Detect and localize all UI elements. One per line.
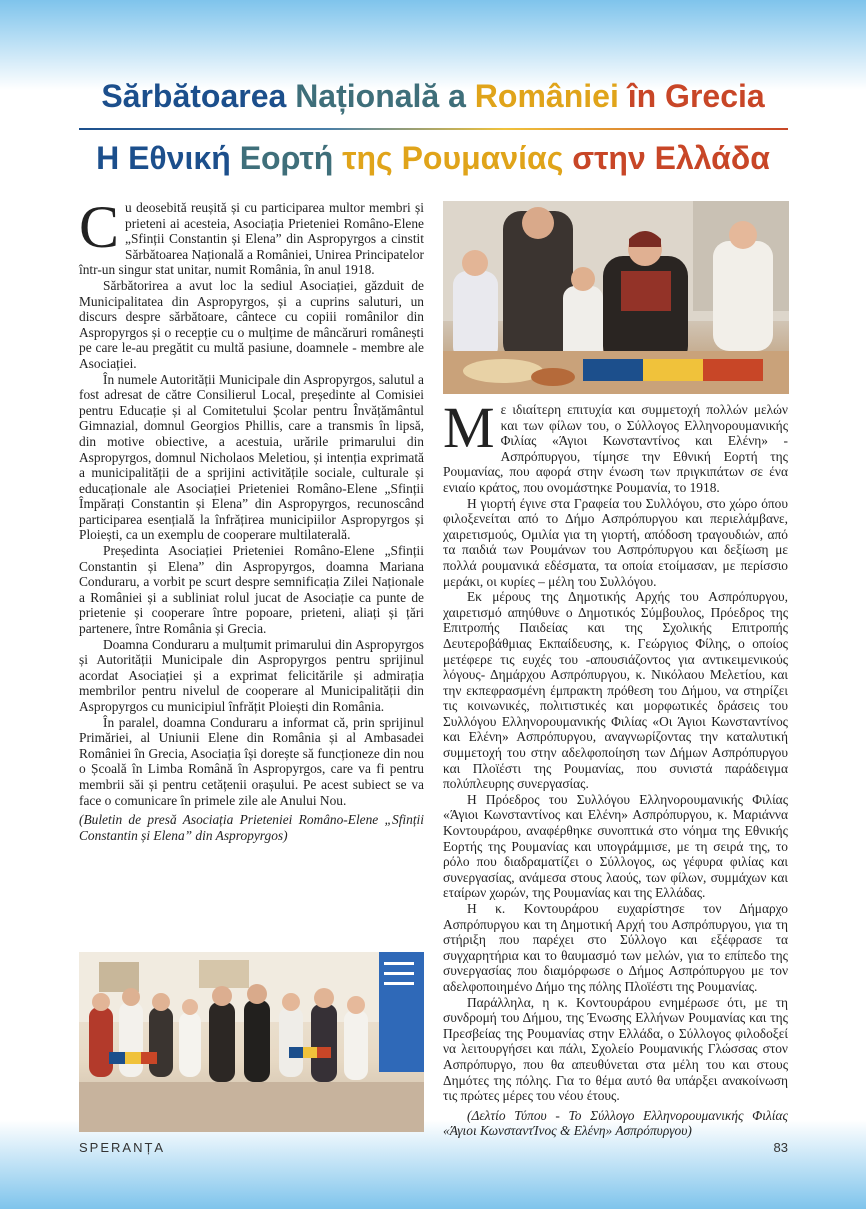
el-drop-cap: Μ — [443, 395, 495, 460]
top-gradient-band — [0, 0, 866, 90]
title-ro-word: a — [448, 78, 466, 114]
title-el-word: Ρουμανίας — [401, 140, 564, 176]
greek-article — [443, 395, 788, 1139]
ro-paragraph-5: Doamna Conduraru a mulțumit primarului din Aspropyrgos și Autorității Municipale din Aspropyrgos pentru sprijinul acordat Asociației și a exprimat felicitările și admirația membrilor pentru nivelul de cooperare al Municipalității din Aspropyrgos cu municipiul înfrățit Ploiești din România. — [79, 636, 424, 714]
title-greek — [0, 140, 866, 177]
title-romanian — [0, 78, 866, 115]
photo-cake-cutting — [443, 201, 789, 394]
el-paragraph-4: Η Πρόεδρος του Συλλόγου Ελληνορουμανικής Φιλίας «Άγιοι Κωνσταντίνος και Ελένη» Ασπρόπυργου, κ. Μαριάννα Κοντουράρου, αναφέρθηκε συνοπτικά στο νόημα της Εθνικής Εορτής της Ρουμανίας και υπογράμμισε, με τη σειρά της, το ρόλο που διαδραματίζει ο Σύλλογος, ως γέφυρα φιλίας και συνεργασίας, ανάμεσα στους λαούς, των φίλων, συμμάχων και εταίρων χωρών, της Ρουμανίας και της Ελλάδας. — [443, 791, 788, 901]
ro-paragraph-4: Președinta Asociației Prieteniei Româno-Elene „Sfinții Constantin și Elena” din Aspropyrgos, doamna Mariana Conduraru, a vorbit pe scurt despre semnificația Zilei Naționale a României și a subliniat rolul jucat de Asociație ca punte de prietenie și cooperare între popoare, prieteni, aliați și țări partenere, între România și Grecia. — [79, 543, 424, 637]
el-paragraph-3: Εκ μέρους της Δημοτικής Αρχής του Ασπρόπυργου, χαιρετισμό απηύθυνε ο Δημοτικός Σύμβουλος, Πρόεδρος της Επιτροπής Παιδείας και της Σχολικής Επιτροπής Δευτεροβάθμιας Εκπαίδευσης, κ. Γεώργιος Φίλης, ο οποίος μετέφερε τις ευχές του -απουσιάζοντος για αντικειμενικούς λόγους- Δημάρχου Ασπρόπυργου, κ. Νικόλαου Μελετίου, και την εκπεφρασμένη έμπρακτη πρόθεση του Δήμου, να στηρίζει τις κοινωνικές, πολιτιστικές και μορφωτικές δράσεις του Συλλόγου Ελληνορουμανικής Φιλίας «Οι Άγιοι Κωνσταντίνος και Ελένη» Ασπρόπυργου, αναγνωρίζοντας την καταλυτική συμμετοχή του στην αδελφοποίηση των Δήμων Ασπρόπυργου και Πλοϊέστι της Ρουμανίας, που συνιστά παράδειγμα πολύπλευρης συνεργασίας. — [443, 589, 788, 792]
el-paragraph-6: Παράλληλα, η κ. Κοντουράρου ενημέρωσε ότι, με τη συνδρομή του Δήμου, της Ένωσης Ελλήνων Ρουμανίας και της Πρεσβείας της Ρουμανίας στην Ελλάδα, ο Σύλλογος φιλοδοξεί να λειτουργήσει και πάλι, Σχολείο Ρουμανικής Γλώσσας στον Ασπρόπυργο, που θα απευθύνεται στα μέλη του και στους Δημότες της πόλης. Για το θέμα αυτό θα υπάρξει ανακοίνωση τις πρώτες μέρες του νέου έτους. — [443, 994, 788, 1104]
ro-press-credit: (Buletin de presă Asociația Prieteniei Româno-Elene „Sfinții Constantin și Elena” din Aspropyrgos) — [79, 812, 424, 843]
el-paragraph-2: Η γιορτή έγινε στα Γραφεία του Συλλόγου, στο χώρο όπου φιλοξενείται από το Δήμο Ασπρόπυργου και περιελάμβανε, χαιρετισμούς, Ομιλία για τη γιορτή, απόδοση τραγουδιών, από τα παιδιά των Ρουμάνων του Ασπρόπυργου και δεξίωση με πολλά ρουμανικά εδέσματα, τα οποία ετοίμασαν, με περίσσιο μεράκι, οι κυρίες – μέλη του Συλλόγου. — [443, 495, 788, 589]
title-ro-word: Sărbătoarea — [101, 78, 287, 114]
title-ro-word: Grecia — [665, 78, 765, 114]
el-press-credit: (Δελτίο Τύπου - Το Σύλλογο Ελληνορουμανικής Φιλίας «Άγιοι ΚωνσταντΊνος & Ελένη» Ασπρόπυργου) — [443, 1107, 788, 1139]
title-ro-word: în — [627, 78, 657, 114]
photo-cake-cutting-illustration — [443, 201, 789, 394]
title-ro-word: României — [474, 78, 619, 114]
title-el-word: της — [342, 140, 393, 176]
title-el-word: Εορτή — [239, 140, 334, 176]
photo-group-illustration — [79, 952, 424, 1132]
el-paragraph-5: Η κ. Κοντουράρου ευχαρίστησε τον Δήμαρχο Ασπρόπυργου και τη Δημοτική Αρχή του Ασπρόπυργου, για τη στήριξη που παρέχει στο Σύλλογο και εξέφρασε τα συγχαρητήρια και το θαυμασμό των μελών, για το επίπεδο της συνεργασίας που διαμόρφωσε ο Δήμος Ασπρόπυργου με τον αδελφοποιημένο Δήμο της πόλης Πλοϊέστι της Ρουμανίας. — [443, 901, 788, 994]
page-number: 83 — [773, 1140, 788, 1155]
ro-drop-cap: C — [79, 194, 120, 260]
ro-paragraph-6: În paralel, doamna Conduraru a informat că, prin sprijinul Primăriei, al Uniunii Elene din România și al Ambasadei României în Grecia, Asociația își dorește să funcționeze din nou o Școală în Limba Română în Aspropyrgos, care va fi pentru membrii săi și pentru cetățenii orașului. Pe acest subiect se va face o comunicare în primele zile ale Anului Nou. — [79, 714, 424, 808]
title-ro-word: Națională — [295, 78, 440, 114]
title-divider — [79, 128, 788, 130]
magazine-name: SPERANȚA — [79, 1140, 166, 1155]
ro-paragraph-3: În numele Autorității Municipale din Aspropyrgos, salutul a fost adresat de către Consilierul Local, președinte al Comisiei pentru Educație și al Comitetului Școlar pentru Învățământul Gimnazial, domnul Georgios Phillis, care a transmis în lipsă, din motive obiective, a acestuia, urările primarului din Aspropyrgos, domnul Nicholaos Meletiou, și intenția exprimată a municipalității de a sprijini activitățile sociale, culturale și educaționale ale Asociației Prieteniei Româno-Elene „Sfinții Împărați Constantin și Elena” din Aspropyrgos, recunoscând participarea esențială la înfrățirea municipiilor Aspropyrgos și Ploiești, ca un exemplu de cooperare multilaterală. — [79, 371, 424, 543]
el-paragraph-text: ε ιδιαίτερη επιτυχία και συμμετοχή πολλών μελών και των φίλων του, ο Σύλλογος Ελληνορουμανικής Φιλίας «Άγιοι Κωνσταντίνος και Ελένη» - Ασπρόπυργου, τίμησε την Εθνική Εορτή της Ρουμανίας, που αφορά στην ένωση των πριγκιπάτων σε ένα ενιαίο κράτος, που ονομάστηκε Ρουμανία, το 1918. — [443, 402, 788, 495]
el-paragraph-1 — [443, 395, 788, 496]
romanian-article — [79, 194, 424, 843]
title-el-word: Ελλάδα — [654, 140, 770, 176]
title-el-word: στην — [572, 140, 646, 176]
photo-group-with-flags — [79, 952, 424, 1132]
ro-paragraph-1 — [79, 194, 424, 278]
title-el-word: Η Εθνική — [96, 140, 231, 176]
ro-paragraph-text: u deosebită reușită și cu participarea multor membri și prieteni ai acesteia, Asociația Prieteniei Româno-Elene „Sfinții Constantin și Elena” din Aspropyrgos a cinstit Sărbătoarea Națională a României, Unirea Principatelor într-un singur stat unitar, numit România, în anul 1918. — [79, 200, 424, 278]
ro-paragraph-2: Sărbătorirea a avut loc la sediul Asociației, găzduit de Municipalitatea din Aspropyrgos, și a cuprins saluturi, un discurs despre sărbătoare, cântece cu copiii românilor din Aspropyrgos și o recepție cu o mulțime de mâncăruri românești pe care le-au pregătit cu multă pasiune, doamnele - membre ale Asociației. — [79, 277, 424, 371]
